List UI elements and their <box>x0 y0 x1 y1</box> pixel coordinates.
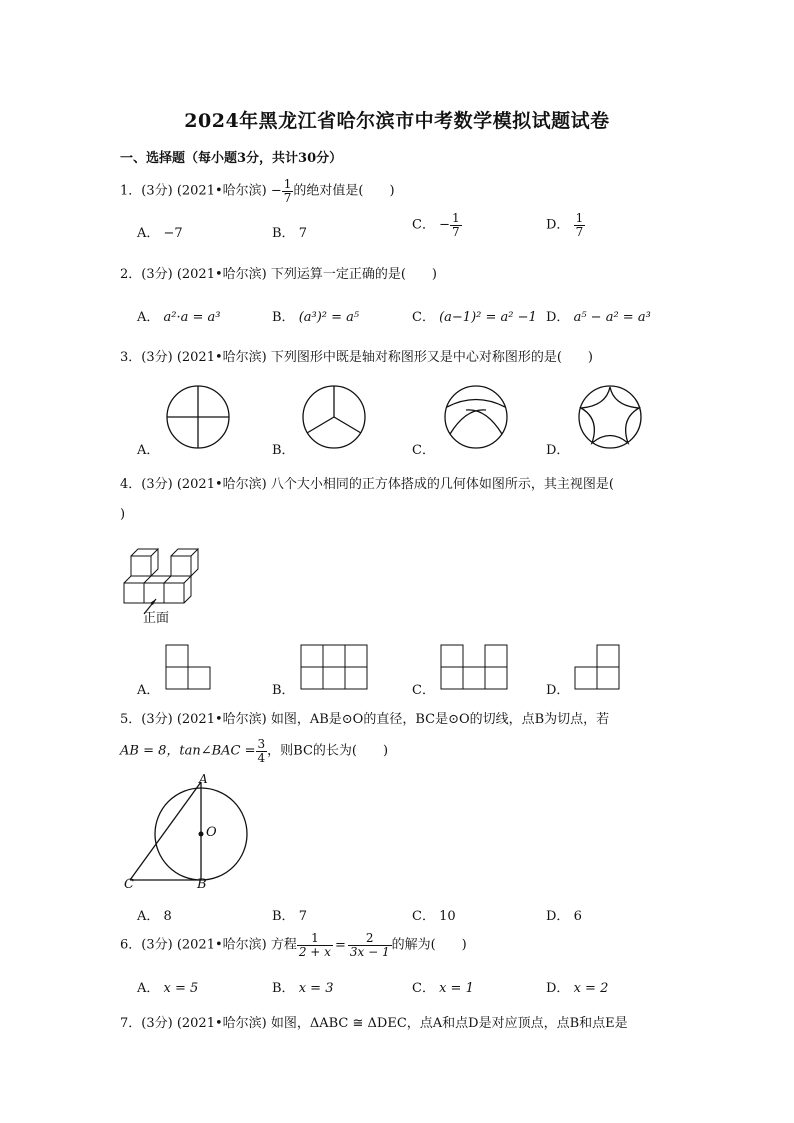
question-1-stem <box>120 178 395 204</box>
q2-option-c[interactable]: C． (a−1)² = a² −1 <box>412 310 537 325</box>
q4-option-c-label[interactable]: C． <box>412 683 435 698</box>
question-2-stem: 2．(3分) (2021•哈尔滨) 下列运算一定正确的是( ) <box>120 267 437 282</box>
q6-option-d[interactable]: D． x = 2 <box>546 981 609 996</box>
q4-option-d-label[interactable]: D． <box>546 683 570 698</box>
q6-option-c[interactable]: C． x = 1 <box>412 981 474 996</box>
q3-figure-d[interactable] <box>572 382 652 462</box>
q4-figure-a[interactable] <box>164 643 214 691</box>
q4-front-label: 正面 <box>143 611 170 626</box>
q1-minus: − <box>270 183 282 199</box>
q1-frac-num: 1 <box>283 177 292 191</box>
q4-figure-b[interactable] <box>299 643 371 691</box>
q4-figure-d[interactable] <box>573 643 623 691</box>
question-4-stem-end: ) <box>120 507 126 522</box>
q5-label-c: C <box>124 877 134 892</box>
q3-option-a-label[interactable]: A． <box>137 443 160 458</box>
q1-option-a[interactable]: A． −7 <box>137 226 183 241</box>
question-5-line1: 5．(3分) (2021•哈尔滨) 如图，AB是⊙O的直径，BC是⊙O的切线，点B为切点，若 <box>120 712 610 727</box>
q3-figure-c[interactable] <box>438 382 518 462</box>
q6-option-a[interactable]: A． x = 5 <box>137 981 199 996</box>
q4-option-b-label[interactable]: B． <box>272 683 295 698</box>
q1-option-b[interactable]: B． 7 <box>272 226 307 241</box>
q6-option-b[interactable]: B． x = 3 <box>272 981 334 996</box>
q5-option-b[interactable]: B． 7 <box>272 909 307 924</box>
q5-option-a[interactable]: A． 8 <box>137 909 172 924</box>
question-4-stem: 4．(3分) (2021•哈尔滨) 八个大小相同的正方体搭成的几何体如图所示，其主视图是( <box>120 477 614 492</box>
q3-option-d-label[interactable]: D． <box>546 443 570 458</box>
q1-frac-den: 7 <box>283 190 292 205</box>
q2-option-d[interactable]: D． a⁵ − a² = a³ <box>546 310 651 325</box>
q4-option-a-label[interactable]: A． <box>137 683 160 698</box>
q2-option-a[interactable]: A． a²·a = a³ <box>137 310 221 325</box>
q5-option-d[interactable]: D． 6 <box>546 909 582 924</box>
q5-option-c[interactable]: C． 10 <box>412 909 456 924</box>
q3-figure-b[interactable] <box>296 382 376 462</box>
q3-option-c-label[interactable]: C． <box>412 443 435 458</box>
q5-circle-figure <box>118 775 258 895</box>
question-7-stem: 7．(3分) (2021•哈尔滨) 如图，ΔABC ≅ ΔDEC，点A和点D是对应顶点，点B和点E是 <box>120 1016 628 1031</box>
q1-option-c[interactable]: C． − $\frac{1}{7}$ <box>412 211 460 239</box>
q4-figure-c[interactable] <box>439 643 511 691</box>
q3-figure-a[interactable] <box>160 382 240 462</box>
question-3-stem: 3．(3分) (2021•哈尔滨) 下列图形中既是轴对称图形又是中心对称图形的是( ) <box>120 350 593 365</box>
q1-option-d[interactable]: D． $\frac{1}{7}$ <box>546 211 584 239</box>
q1-fraction <box>282 178 294 204</box>
q1-prefix: 1．(3分) (2021•哈尔滨) <box>120 183 267 199</box>
q5-label-o: O <box>206 825 217 840</box>
q5-label-b: B <box>197 877 207 892</box>
q3-option-b-label[interactable]: B． <box>272 443 295 458</box>
q5-label-a: A <box>199 772 208 786</box>
q2-option-b[interactable]: B． (a³)² = a⁵ <box>272 310 360 325</box>
q1-suffix: 的绝对值是( ) <box>293 183 395 199</box>
page-title: 2024年黑龙江省哈尔滨市中考数学模拟试题试卷 <box>184 110 610 132</box>
question-6-stem: 6．(3分) (2021•哈尔滨) 方程 $\frac{1}{2 + x}$ = $\frac{2}{3x - 1}$ 的解为( ) <box>120 931 467 959</box>
question-5-line2: AB = 8，tan∠BAC = $\frac{3}{4}$ ，则BC的长为( ) <box>120 737 389 765</box>
section-heading: 一、选择题（每小题3分，共计30分） <box>120 151 343 166</box>
